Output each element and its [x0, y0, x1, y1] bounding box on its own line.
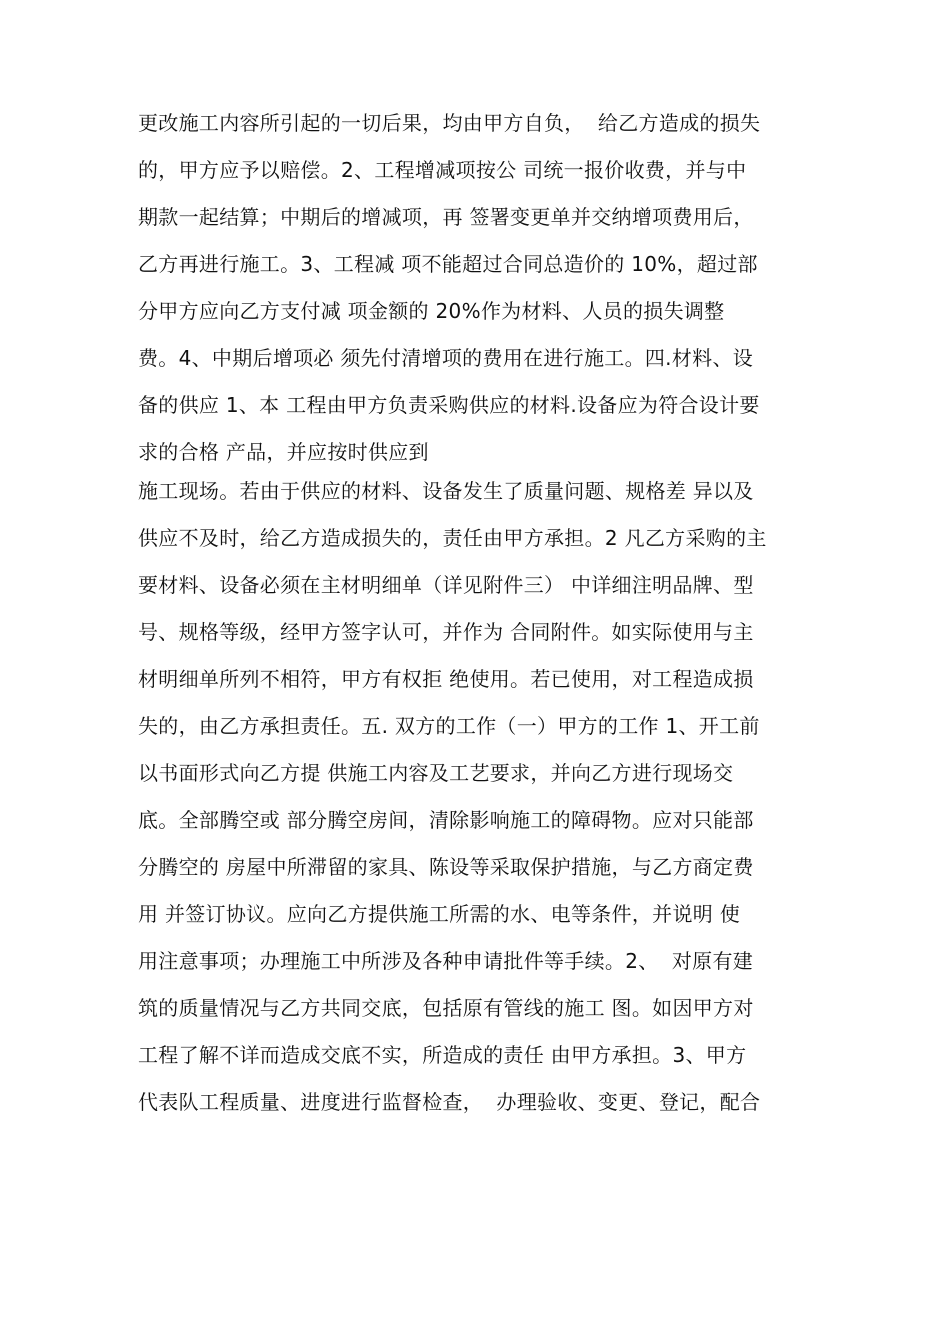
text-line: 期款一起结算；中期后的增减项，再 签署变更单并交纳增项费用后，	[138, 205, 754, 229]
text-line: 代表队工程质量、进度进行监督检查， 办理验收、变更、登记，配合	[138, 1090, 761, 1114]
text-line: 用 并签订协议。应向乙方提供施工所需的水、电等条件，并说明 使	[138, 902, 741, 926]
paragraph-2	[138, 468, 838, 1126]
text-line: 以书面形式向乙方提 供施工内容及工艺要求，并向乙方进行现场交	[138, 761, 734, 785]
text-line: 施工现场。若由于供应的材料、设备发生了质量问题、规格差 异以及	[138, 479, 754, 503]
text-line: 供应不及时，给乙方造成损失的，责任由甲方承担。2 凡乙方采购的主	[138, 526, 767, 550]
text-line: 费。4、中期后增项必 须先付清增项的费用在进行施工。四.材料、设	[138, 346, 754, 370]
text-line: 材明细单所列不相符，甲方有权拒 绝使用。若已使用，对工程造成损	[138, 667, 754, 691]
text-line: 要材料、设备必须在主材明细单（详见附件三） 中详细注明品牌、型	[138, 573, 754, 597]
text-line: 底。全部腾空或 部分腾空房间，清除影响施工的障碍物。应对只能部	[138, 808, 754, 832]
text-line: 乙方再进行施工。3、工程减 项不能超过合同总造价的 10%，超过部	[138, 252, 758, 276]
text-line: 分甲方应向乙方支付减 项金额的 20%作为材料、人员的损失调整	[138, 299, 725, 323]
text-line: 失的，由乙方承担责任。五. 双方的工作（一）甲方的工作 1、开工前	[138, 714, 760, 738]
text-line: 的，甲方应予以赔偿。2、工程增减项按公 司统一报价收费，并与中	[138, 158, 747, 182]
text-line: 分腾空的 房屋中所滞留的家具、陈设等采取保护措施，与乙方商定费	[138, 855, 754, 879]
text-line: 备的供应 1、本 工程由甲方负责采购供应的材料.设备应为符合设计要	[138, 393, 760, 417]
text-line: 更改施工内容所引起的一切后果，均由甲方自负， 给乙方造成的损失	[138, 111, 761, 135]
text-line: 筑的质量情况与乙方共同交底，包括原有管线的施工 图。如因甲方对	[138, 996, 754, 1020]
text-line: 工程了解不详而造成交底不实，所造成的责任 由甲方承担。3、甲方	[138, 1043, 747, 1067]
paragraph-1	[138, 100, 838, 476]
text-line: 用注意事项；办理施工中所涉及各种申请批件等手续。2、 对原有建	[138, 949, 754, 973]
text-line: 号、规格等级，经甲方签字认可，并作为 合同附件。如实际使用与主	[138, 620, 754, 644]
text-line: 求的合格 产品，并应按时供应到	[138, 440, 429, 464]
